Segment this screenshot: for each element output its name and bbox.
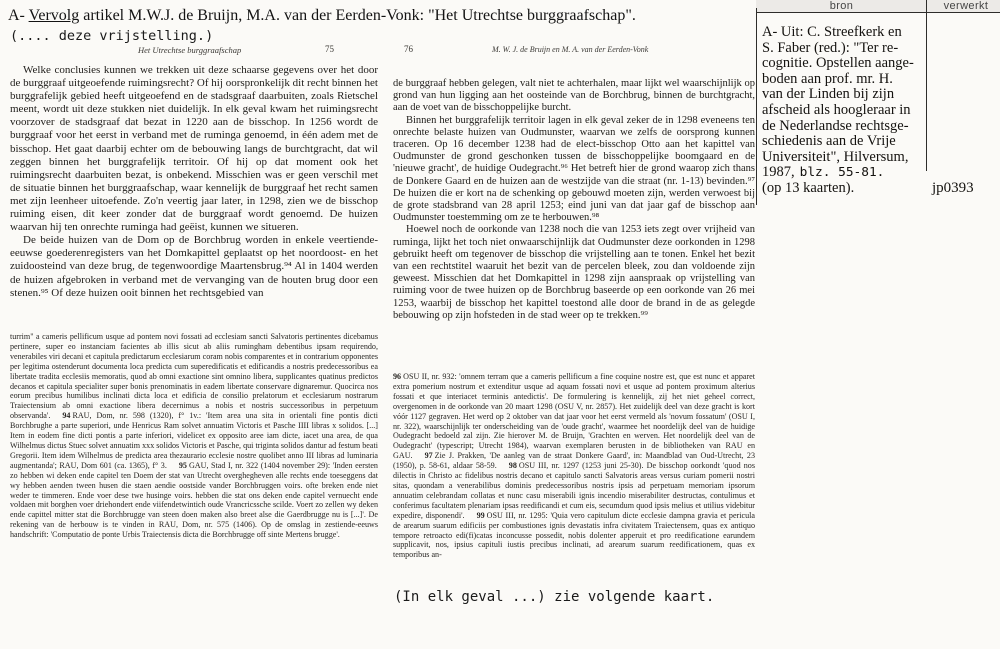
form-header-divider: [756, 12, 1000, 13]
citation-line: Universiteit", Hilversum,: [762, 148, 909, 165]
form-column-divider: [926, 0, 927, 171]
card-code: jp0393: [932, 180, 974, 196]
footnote-continuation: turrim" a cameris pellificum usque ad pontem novi fossati ad ecclesiam sancti Salvatoris pertinentes dicebamus pertinere, super eo instanciam facientes ab illis sicut ab aliis rumingham debentibus ipsam requirendo, venerabiles viri decani et capitula predictarum ecclesiarum coram nobis comparentes et in contrarium opponentes per legitima ostenderunt documenta loca predicta cum superedificatis et edificandis a nostris predecessoribus ea libertate tradita ecclesiis memoratis, quod ab omni exactione sint omnino libera, supplicantes quatinus predictos decanos et capitula specialiter super bonis prenominatis in eadem libertate conservare dignaremur. Quocirca nos eorum precibus humilibus inclinati dicta loca et edificia de consilio prelatorum et ecclesiarum nostrarum Traiectensium ab omni exactione libera decernimus a nobis et nostris successoribus in perpetuum observanda'.: [10, 332, 378, 421]
footnote-text: OSU III, nr. 1297 (1253 juni 25-30). De bisschop oorkondt 'quod nos dilectis in Christo ac fidelibus nostris decano et capitulo sancti Salvatoris areas versus curiam pomerii nostri sitas, quondam a venerabilibus dominis predecessoribus nostris ipsis ad perpetuam memoriam ipsorum annuatim celebrandam collatas et nunc casu miserabili ignis incendio miserabiliter destructas, contulimus et conferimus facultatem plenariam ipsas reedificandi et cum eis, secumdum quod ipsis melius et utilius videbitur expedire, disponendi'.: [393, 461, 755, 520]
footnote-number: 97: [424, 451, 433, 461]
citation-line: schiedenis aan de Vrije: [762, 133, 896, 150]
footnote-number: 98: [508, 461, 517, 471]
footnote-number: 99: [476, 510, 485, 520]
footnote-text: OSU II, nr. 932: 'omnem terram que a cameris pellificum a fine coquine nostre est, que est nunc et apparet extra pomerium nostrum et extenditur usque ad aquam fossati novi et usque ad pontem proximum alterius fossati et que interiacet terminis antedictis'. De formulering is kennelijk, zij het niet geheel correct, overgenomen in de oorkonde van 20 maart 1298 (OSU V, nr. 2857). Het zuidelijk deel van deze gracht is kort vóór 1127 gegraven. Het werd op 2 oktober van dat jaar voor het eerst vermeld als 'novum fossatum' (OSU I, nr. 322), waarschijnlijk ter onderscheiding van de 'oude gracht', waarmee het noordelijk deel van de huidige Oudegracht bedoeld zal zijn. Zie hierover M. de Bruijn, 'Grachten en werven. Het noordelijk deel van de Oudegracht' (typescript; Utrecht 1984), waarvan exemplaren berusten in de bibliotheken van RAU en GAU.: [393, 372, 755, 461]
citation-line: (op 13 kaarten).: [762, 179, 855, 196]
page-left-number: 75: [325, 44, 334, 54]
column-header-verwerkt: verwerkt: [943, 0, 989, 12]
citation-year: 1987,: [762, 164, 795, 181]
citation-line-year-pages: [762, 165, 926, 181]
footnote-text: OSU III, nr. 1295: 'Quia vero capitulum dicte ecclesie dampna gravia et pericula de arearum suarum edificiis per combustiones ignis devastatis infra civitatem Traiectensem, quas ex antiquo tempore retroacto edi(fi)catas inconcusse possedit, nobis dolenter apperuit et pro reedificatione earundem supplicavit, nos, ipsius capituli iustis precibus inclinati, ad arearum suarum reedificationem, quas ex temporibus an-: [393, 510, 755, 560]
card-annotation-continuation: (.... deze vrijstelling.): [10, 28, 214, 44]
page-left-footnotes: [10, 332, 378, 540]
footnote-text: RAU, Dom, nr. 598 (1320), f° 1v.: 'Item area una sita in orientali fine pontis dicti Borchbrughe a parte superiori, unde Henricus Ram solvet annuatim Victoris et Pasche IIII libras x solidos. [...] Item in eodem fine dicti pontis a parte inferiori, videlicet ex opposito aree iam dicte, iacet una area, de qua Wilhelmus dictus Stuec solvet annuatim xxx solidos Victoris et Pasche, qui triginta solidos dantur ad festum beati Gregorii. Item idem Wilhelmus de predicta area thezaurario ecclesie nostre quolibet anno III libras ad luminaria augmentanda'; RAU, Dom 601 (ca. 1365), f° 3.: [10, 411, 378, 470]
paragraph: Welke conclusies kunnen we trekken uit deze schaarse gegevens over het door de burggraaf uitgeoefende ruimingsrecht? Of hij oorspronkelijk dit recht binnen het burggrafelijk gebied heeft uitgeoefend en de stadsgraaf daarbuiten, zoals Rietschel meent, wordt uit deze stukken niet duidelijk. In elk geval kwam het ruimingsrecht voorzover de stadsgraaf dat bezat in 1220 aan de bisschop. In 1256 wordt de burggraaf voor het eerst in verband met de ruminga genoemd, in één adem met de bisschop. Het gaat daarbij echter om de bebouwing langs de burchtgracht, dat wil zeggen binnen het burggrafelijk territoir. Of hij op dat moment ook het ruimingsrecht daarbuiten bezat, is onbekend. Misschien was er geen verschil met de situatie binnen het burggraafschap, waar kennelijk de burggraaf het recht samen met zijn leenheer uitoefende. Zo'n veertig jaar later, in 1298, zien we de bisschop ruiming eisen, dit keer zonder dat de burggraaf wordt genoemd. De huizen waarvan hij ten onrechte ruminga had geëist, kunnen we situeren.: [10, 64, 378, 234]
form-left-border: [756, 8, 757, 205]
column-header-bron: bron: [829, 0, 854, 12]
page-left-running-title: Het Utrechtse burggraafschap: [138, 45, 242, 55]
card-annotation-title: [8, 7, 636, 25]
paragraph: de burggraaf hebben gelegen, valt niet te achterhalen, maar lijkt wel waarschijnlijk op grond van hun ligging aan het oosteinde van de Borchbrug, binnen de burchtgracht, aan de voet van de bisschoppelijke burcht.: [393, 78, 755, 114]
citation-pages: blz. 55-81.: [799, 165, 885, 181]
citation-line: afscheid als hoogleraar in: [762, 101, 911, 118]
source-citation: [762, 25, 926, 197]
footnote-number: 96: [393, 372, 402, 381]
annotation-underlined-word: Vervolg: [28, 7, 80, 24]
page-right-running-authors: M. W. J. de Bruijn en M. A. van der Eerden-Vonk: [492, 45, 649, 54]
citation-line: de Nederlandse rechtsge-: [762, 117, 909, 134]
annotation-rest: artikel M.W.J. de Bruijn, M.A. van der Eerden-Vonk: "Het Utrechtse burggraafschap".: [79, 7, 636, 24]
citation-line: boden aan prof. mr. H.: [762, 70, 893, 87]
page-right-number: 76: [404, 44, 413, 54]
citation-line: cognitie. Opstellen aange-: [762, 55, 914, 72]
footnote-text: Zie J. Prakken, 'De aanleg van de straat Donkere Gaard', in: Maandblad van Oud-Utrecht, 23 (1950), p. 58-61, aldaar 58-59.: [393, 451, 755, 471]
footnote-number: 94: [62, 411, 71, 421]
citation-line: van der Linden bij zijn: [762, 86, 895, 103]
page-right-body: [393, 78, 755, 322]
annotation-prefix: A-: [8, 7, 29, 24]
footnote-number: 95: [178, 460, 187, 470]
paragraph: Binnen het burggrafelijk territoir lagen in elk geval zeker de in 1298 eveneens ten onrechte belaste huizen van Oudmunster, waarvan we zelfs de oorsprong kunnen traceren. Op 16 december 1238 had de elect-bisschop Otto aan het kapittel van Oudmunster de grond geschonken tussen de bisschoppelijke boomgaard en de 'nieuwe gracht', de huidige Oudegracht.⁹⁶ Het betreft hier de grond waarop zich thans de Donkere Gaard en de huizen aan de westzijde van die straat (nr. 1-13) bevinden.⁹⁷ De huizen die er kort na de schenking op gebouwd moeten zijn, werden verwoest bij de grote stadsbrand van 28 april 1253; eind juni van dat jaar gaf de bisschop aan Oudmunster toestemming om ze te herbouwen.⁹⁸: [393, 114, 755, 224]
card-annotation-bottom: (In elk geval ...) zie volgende kaart.: [394, 589, 715, 605]
page-right-footnotes: [393, 372, 755, 560]
page-left-body: [10, 64, 378, 300]
citation-line: A- Uit: C. Streefkerk en: [762, 24, 902, 40]
footnote-text: GAU, Stad I, nr. 322 (1404 november 29): 'Inden eersten zo hebben wi deken ende capitel ten Doem der stat van Utrecht overghegheven alle rechts ende toeseggens dat wy hebben aenden tween husen die staen aendie oostside vander Borchbruggen voirs. ofte breken ende niet weder te timmeren. Ende voer dese twe husinge voirs. hebben die stat ons deken ende capitel vernuecht ende voldaen mit borghen voer driehondert ende viifendetwintich oude Vrancricssche scilde. Voert zo zellen wy deken ende capittel mitter stat die Borchbrugge van steen doen maken also breet alse die Gaerdbrugge nu is [...]'. De rekening van de herbouw is te vinden in RAU, Dom, nr. 575 (1406). Op de omslag in zestiende-eeuws handschrift: 'Computatio de ponte Urbis Traiectensis dicta die Borchbrugge off sinte Mertens brugge'.: [10, 460, 378, 540]
paragraph: De beide huizen van de Dom op de Borchbrug worden in enkele veertiende-eeuwse goederenregisters van het Domkapittel geplaatst op het noordoost- en het zuidoosteind van deze brug, de tegenwoordige Maartensbrug.⁹⁴ Al in 1404 werden de huizen afgebroken in verband met de vervanging van de houten brug door een stenen.⁹⁵ Of deze huizen ooit binnen het rechtsgebied van: [10, 234, 378, 299]
paragraph: Hoewel noch de oorkonde van 1238 noch die van 1253 iets zegt over vrijheid van ruminga, lijkt het toch niet onwaarschijnlijk dat Oudmunster deze oorkonden in 1298 gebruikt heeft om tegenover de bisschop die vrijstelling aan te tonen. Enkel het bezit van een rechtstitel waaruit het bezit van de percelen bleek, zou dan voldoende zijn geweest. Misschien dat het Domkapittel in 1298 zijn aanspraak op vrijstelling van ruiming voor de twee huizen op de Borchbrug baseerde op een oorkonde van 26 mei 1253, waarbij de bisschop het kapittel toestond alle door de brand in de as gelegde bebouwing op zijn hofsteden in de stad weer op te trekken.⁹⁹: [393, 224, 755, 321]
citation-line: S. Faber (red.): "Ter re-: [762, 39, 899, 56]
